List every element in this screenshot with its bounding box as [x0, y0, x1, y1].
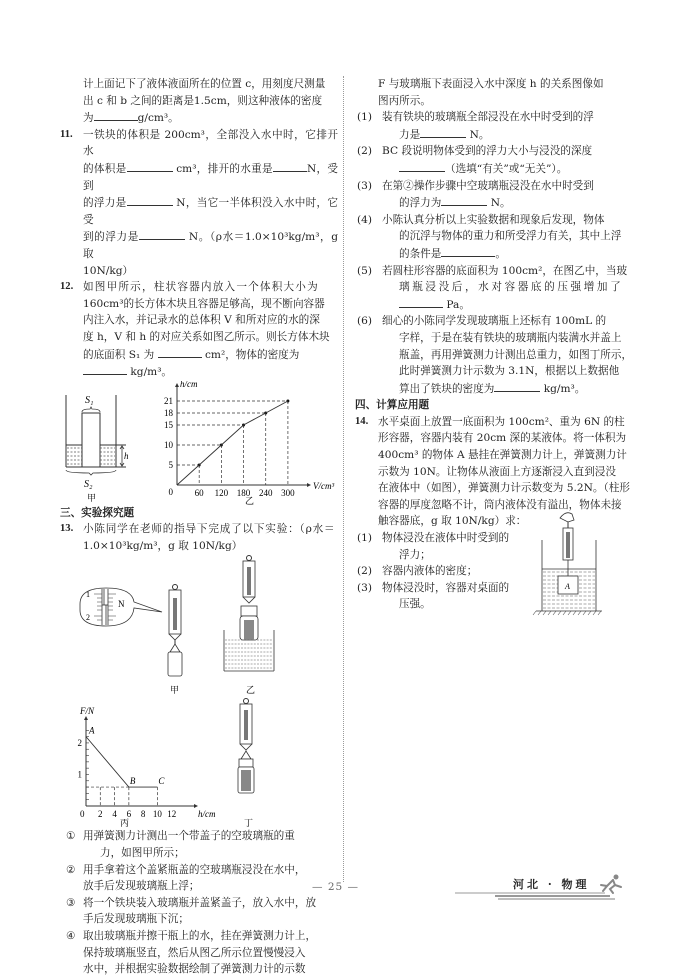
sub-line: 细心的小陈同学发现玻璃瓶上还标有 100mL 的	[382, 315, 607, 328]
scale-unit-label: N	[118, 599, 125, 610]
answer-blank[interactable]	[127, 194, 173, 206]
q14-line: 示数为 10N。让物体从液面上方逐渐浸入直到浸没	[378, 465, 616, 478]
text: 算出了铁块的密度为	[399, 382, 495, 395]
chart-bing	[78, 706, 216, 819]
x-tick-label: 8	[140, 809, 146, 820]
sub-line: 浮力；	[399, 548, 431, 561]
figure-caption-jia: 甲	[170, 685, 180, 696]
text: N。	[490, 197, 511, 210]
step-line: 用弹簧测力计测出一个带盖子的空玻璃瓶的重	[83, 830, 295, 843]
y-tick-label: 1	[77, 769, 82, 780]
figure-caption-yi: 乙	[245, 495, 255, 505]
answer-blank[interactable]	[441, 194, 487, 206]
text: 到的浮力是	[83, 231, 139, 244]
sub-question-2	[357, 143, 633, 177]
sub-number: (3)	[357, 581, 373, 594]
container-diagram	[66, 395, 126, 475]
q14-sub-3	[357, 580, 511, 613]
q13-line: 1.0×10³kg/m³，g 取 10N/kg）	[83, 539, 243, 552]
sub-line: 璃瓶浸没后，水对容器底的压强增加了	[399, 281, 624, 294]
x-tick-label: 240	[258, 487, 273, 498]
y-tick-label: 10	[164, 439, 173, 450]
q14-line: 水平桌面上放置一底面积为 100cm²、重为 6N 的柱	[378, 415, 625, 428]
q14-subs-and-figure	[357, 530, 633, 613]
text: 力是	[399, 128, 421, 141]
question-13	[60, 521, 338, 554]
figure-caption-bing: 丙	[120, 818, 130, 829]
wood-block	[82, 413, 100, 467]
q11-line: 一铁块的体积是 200cm³，全部没入水中时，它排开水	[83, 128, 338, 158]
text: 的条件是	[399, 247, 442, 260]
sub-line: 压强。	[399, 598, 431, 611]
sub-line: 小陈认真分析以上实验数据和现象后发现，物体	[382, 213, 605, 226]
step-number: ④	[66, 930, 76, 943]
step-line: 力，如图甲所示；	[100, 847, 185, 860]
question-number: 12.	[60, 281, 74, 293]
sub-number: (6)	[357, 315, 373, 328]
text: g/cm³。	[137, 112, 179, 125]
y-tick-label: 21	[164, 395, 173, 406]
footer-decoration	[455, 872, 635, 902]
q13-figures	[66, 554, 338, 828]
x-axis-arrow	[194, 804, 198, 808]
sub-question-4	[357, 212, 633, 263]
sub-number: (3)	[357, 179, 373, 192]
step-2	[66, 862, 338, 895]
left-column	[60, 76, 338, 978]
q12-line	[83, 363, 338, 381]
q12-figures	[66, 381, 338, 505]
sub-number: (2)	[357, 145, 373, 158]
q11-line	[83, 228, 338, 262]
step-4	[66, 928, 338, 978]
step-line: 水中，并根据实验数据绘制了弹簧测力计的示数	[83, 963, 306, 976]
answer-blank[interactable]	[139, 228, 185, 240]
x-axis-arrow	[307, 483, 311, 487]
figure-caption-yi: 乙	[246, 685, 256, 696]
step-number: ③	[66, 896, 76, 909]
q11-line	[83, 160, 338, 194]
sub-line: 物体浸没在液体中时受到的	[382, 532, 510, 545]
s2-label: S₂	[84, 478, 93, 490]
scale-label-1: 1	[86, 590, 90, 600]
answer-blank[interactable]	[94, 109, 138, 121]
sub-line: 瓶盖，再用弹簧测力计测出总重力，如图丁所示，	[399, 348, 633, 361]
right-column	[355, 76, 633, 613]
step-number: ①	[66, 830, 76, 843]
series-line	[177, 401, 288, 485]
question-number: 14.	[355, 415, 369, 427]
q10-tail-line2: 出 c 和 b 之间的距离是1.5cm，则这种液体的密度	[83, 94, 323, 107]
text: （选填“有关”或“无关”）。	[445, 162, 568, 175]
sub-line: 在第②操作步骤中空玻璃瓶浸没在水中时受到	[382, 179, 594, 192]
sub-number: (2)	[357, 565, 373, 578]
text: N。（ρ水＝1.0×10³kg/m³，g 取	[83, 231, 338, 260]
q13-continued-line: F 与玻璃瓶下表面浸入水中深度 h 的关系图像如	[378, 78, 604, 90]
sub-line	[382, 160, 633, 178]
text: 的底面积 S₁ 为	[83, 348, 155, 361]
hand-icon	[560, 513, 574, 522]
y-axis-label: F/N	[80, 706, 95, 717]
origin-label: 0	[168, 486, 173, 497]
step-3	[66, 895, 338, 928]
q14-sub-2	[357, 563, 511, 580]
q14-line: 容器的厚度忽略不计，筒内液体没有溢出，物体未接	[378, 498, 622, 511]
q14-sub-1	[357, 530, 511, 563]
sub-question-5	[357, 263, 633, 314]
x-tick-label: 6	[126, 809, 132, 820]
step-line: 将一个铁块装入玻璃瓶并盖紧盖子，放入水中，放	[83, 896, 317, 909]
spring-scale-ding	[238, 699, 254, 794]
question-number: 13.	[60, 523, 74, 535]
sub-number: (5)	[357, 264, 373, 277]
sub-question-1	[357, 109, 633, 143]
q11-line	[83, 194, 338, 228]
object-a-label: A	[565, 582, 570, 592]
y-axis-label: h/cm	[180, 380, 198, 389]
point-label-B: B	[129, 776, 136, 787]
step-number: ②	[66, 863, 76, 876]
text: 的浮力是	[83, 197, 127, 210]
text: 为	[83, 112, 94, 125]
sub-number: (1)	[357, 532, 373, 545]
spring-scale-yi	[224, 556, 274, 672]
s1-label: S₁	[85, 394, 94, 406]
x-tick-label: 10	[152, 809, 162, 820]
text: N。	[469, 128, 490, 141]
sub-question-3	[357, 178, 633, 212]
section-3-heading: 三、实验探究题	[60, 506, 135, 519]
text: kg/m³。	[130, 366, 173, 379]
sub-line	[382, 245, 633, 263]
text: 的浮力为	[399, 197, 442, 210]
glass-bottle	[168, 652, 182, 676]
q13-continued-line: 图丙所示。	[378, 94, 431, 107]
answer-blank[interactable]	[420, 126, 466, 138]
step-line: 保持玻璃瓶竖直，然后从图乙所示位置慢慢浸入	[83, 946, 306, 959]
question-12	[60, 279, 338, 381]
q12-line: 如图甲所示，柱状容器内放入一个体积大小为	[83, 281, 319, 294]
q12-line: 度 h，V 和 h 的对应关系如图乙所示。则长方体木块	[83, 330, 330, 343]
sub-line: 此时弹簧测力计示数为 3.1N，根据以上数据他	[399, 365, 620, 378]
question-11	[60, 127, 338, 279]
step-line: 手后发现玻璃瓶下沉；	[83, 913, 189, 926]
sub-number: (4)	[357, 213, 373, 226]
sub-line	[382, 296, 633, 314]
section-4-heading: 四、计算应用题	[355, 399, 430, 412]
x-tick-label: 4	[112, 809, 117, 820]
y-tick-label: 18	[164, 407, 173, 418]
x-tick-label: 300	[281, 487, 295, 498]
q12-line: 160cm³的长方体木块且容器足够高，现不断向容器	[83, 297, 325, 310]
step-1	[66, 828, 338, 861]
x-tick-label: 60	[194, 487, 204, 498]
x-axis-label: h/cm	[198, 809, 216, 820]
q14-line: 触容器底，g 取 10N/kg）求：	[378, 515, 527, 528]
answer-blank[interactable]	[273, 160, 307, 172]
origin-label: 0	[80, 809, 85, 820]
page-number: — 25 —	[312, 881, 360, 893]
question-number: 11.	[60, 128, 73, 140]
q12-line: 内注入水，并记录水的总体积 V 和所对应的水的深	[83, 314, 320, 327]
x-axis-label: V/cm³	[313, 480, 335, 491]
point-label-C: C	[158, 776, 165, 787]
sub-line: 装有铁块的玻璃瓶全部浸没在水中时受到的浮	[382, 111, 594, 124]
point-label-A: A	[89, 726, 95, 737]
text: 。	[495, 247, 506, 260]
sub-line: 若圆柱形容器的底面积为 100cm²，在图乙中，当玻	[382, 264, 628, 277]
y-tick-label: 15	[164, 419, 173, 430]
answer-blank[interactable]	[127, 160, 173, 172]
figure-caption-jia: 甲	[87, 492, 97, 503]
x-tick-label: 2	[98, 809, 103, 820]
step-line: 放手后发现玻璃瓶上浮；	[83, 880, 200, 893]
y-tick-label: 2	[77, 738, 82, 749]
q14-line: 形容器，容器内装有 20cm 深的某液体。将一体积为	[378, 432, 627, 445]
sub-line: 的沉浮与物体的重力和所受浮力有关，其中上浮	[399, 230, 622, 243]
q14-subs	[357, 530, 511, 613]
q14-line: 400cm³ 的物体 A 悬挂在弹簧测力计上，弹簧测力计	[378, 449, 627, 462]
answer-blank[interactable]	[158, 346, 202, 358]
y-axis-arrow	[84, 716, 88, 720]
text: kg/m³。	[543, 382, 586, 395]
text: N，受到	[83, 162, 338, 192]
sub-line	[382, 126, 633, 144]
table-hatching	[533, 611, 601, 615]
column-divider	[343, 76, 344, 882]
y-axis-arrow	[175, 383, 179, 387]
series-line	[86, 737, 157, 787]
text: cm³，排开的水重是	[176, 162, 273, 175]
water-hatching	[225, 640, 273, 668]
y-tick-label: 5	[168, 459, 173, 470]
sub-line: 容器内液体的密度；	[382, 565, 478, 578]
q14-figure	[524, 510, 624, 620]
figure-caption-ding: 丁	[244, 818, 254, 829]
q10-tail-line3	[66, 109, 338, 127]
text: cm²，物体的密度为	[204, 348, 300, 361]
spring-scale-jia	[168, 585, 182, 677]
answer-blank[interactable]	[399, 296, 443, 308]
chart-yi	[164, 381, 334, 498]
sub-line	[382, 380, 633, 398]
scale-label-2: 2	[86, 613, 90, 623]
text: N，当它一半体积没入水中时，它受	[83, 197, 338, 226]
brand-label: 河北 · 物理	[513, 878, 590, 891]
answer-blank[interactable]	[494, 380, 540, 392]
answer-blank[interactable]	[441, 245, 495, 257]
step-line: 用手拿着这个盖紧瓶盖的空玻璃瓶浸没在水中，	[83, 863, 306, 876]
answer-blank[interactable]	[399, 160, 445, 172]
q13-figure-svg	[66, 554, 338, 828]
sub-question-6	[357, 313, 633, 397]
x-tick-label: 180	[236, 487, 251, 498]
x-tick-label: 12	[167, 809, 177, 820]
sub-number: (1)	[357, 111, 373, 124]
q13-line: 小陈同学在老师的指导下完成了以下实验：（ρ水＝	[83, 523, 336, 536]
sub-line	[382, 194, 633, 212]
sub-line: BC 段说明物体受到的浮力大小与浸没的深度	[382, 145, 593, 158]
q14-line: 在液体中（如图），弹簧测力计示数变为 5.2N。（柱形	[378, 482, 630, 495]
q10-tail-line1: 计上面记下了液体液面所在的位置 c，用刻度尺测量	[83, 78, 326, 90]
q11-line: 10N/kg）	[83, 264, 134, 277]
step-line: 取出玻璃瓶并擦干瓶上的水，挂在弹簧测力计上，	[83, 930, 317, 943]
h-label: h	[124, 450, 129, 461]
answer-blank[interactable]	[83, 363, 127, 375]
text: Pa。	[446, 298, 470, 311]
runner-icon	[601, 875, 621, 894]
q12-figure-svg	[60, 381, 340, 505]
text: 的体积是	[83, 162, 127, 175]
sub-line: 字样，于是在装有铁块的玻璃瓶内装满水并盖上	[399, 331, 622, 344]
sub-line: 物体浸没时，容器对桌面的	[382, 581, 510, 594]
x-tick-label: 120	[214, 487, 229, 498]
q12-line	[83, 346, 338, 364]
